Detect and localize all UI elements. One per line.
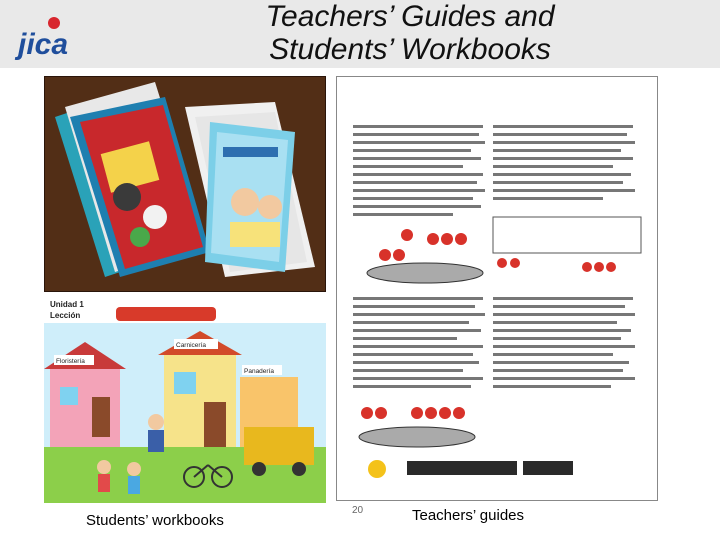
sign-carniceria: Carnicería xyxy=(176,342,206,349)
caption-students-workbooks: Students’ workbooks xyxy=(86,512,224,529)
workbooks-photo-image xyxy=(45,77,326,292)
lesson-label: Lección xyxy=(50,311,81,320)
sign-panaderia: Panadería xyxy=(244,368,274,375)
caption-teachers-guides: Teachers’ guides xyxy=(412,507,525,524)
town-scene-image xyxy=(44,297,326,503)
title-line-2: Students’ Workbooks xyxy=(269,33,551,66)
slide-header xyxy=(0,0,720,68)
teachers-guide-image xyxy=(337,77,658,501)
sign-floristeria: Floristería xyxy=(56,358,85,365)
workbook-page-illustration xyxy=(44,297,326,503)
slide-title xyxy=(180,0,640,66)
workbooks-photo xyxy=(44,76,326,292)
title-line-1: Teachers’ Guides and xyxy=(265,0,555,33)
jica-logo xyxy=(14,14,114,60)
svg-text:jica: jica xyxy=(18,28,69,60)
teachers-guide-page xyxy=(336,76,658,501)
page-number: 20 xyxy=(352,505,364,516)
unit-label: Unidad 1 xyxy=(50,300,84,309)
